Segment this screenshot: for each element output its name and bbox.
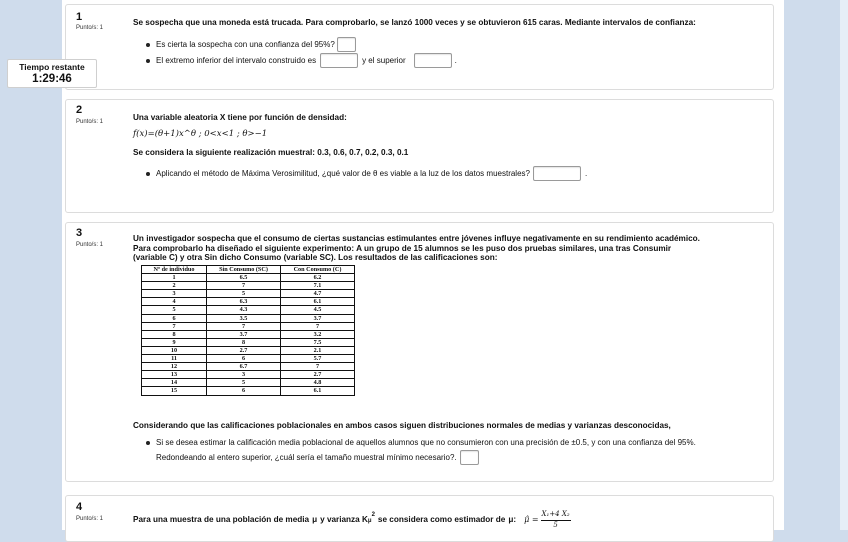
table-cell: 7 [207, 282, 281, 290]
table-cell: 2.7 [207, 346, 281, 354]
table-cell: 8 [142, 330, 207, 338]
table-row [142, 322, 355, 330]
table-cell: 6.1 [281, 298, 355, 306]
mu-symbol: μ [508, 515, 514, 525]
bullet-text: El extremo inferior del intervalo construido es [156, 55, 317, 65]
table-cell: 2.7 [281, 371, 355, 379]
question-stem-line: Para comprobarlo ha diseñado el siguiente experimento: A un grupo de 15 alumnos se les puso dos pruebas similares, una tras Consumir [133, 243, 672, 253]
table-cell: 5 [207, 290, 281, 298]
table-row [142, 290, 355, 298]
column-header: Sin Consumo (SC) [207, 266, 281, 274]
table-cell: 3 [207, 371, 281, 379]
fraction-numerator: X₁+4 X₂ [541, 510, 571, 521]
table-row [142, 355, 355, 363]
superscript-2: 2 [371, 512, 375, 519]
table-row [142, 363, 355, 371]
table-cell: 11 [142, 355, 207, 363]
page-scrollbar[interactable] [840, 0, 848, 530]
table-cell: 4.5 [281, 306, 355, 314]
bullet-dot [146, 59, 150, 63]
table-cell: 6.2 [281, 274, 355, 282]
table-header-row [142, 266, 355, 274]
table-row [142, 371, 355, 379]
table-cell: 2.1 [281, 346, 355, 354]
question-stem-line: Un investigador sospecha que el consumo de ciertas sustancias estimulantes entre jóvenes influye negativamente en su rendimiento académico. [133, 234, 700, 243]
table-row [142, 379, 355, 387]
table-cell: 3.7 [281, 314, 355, 322]
estimator-lhs: μ̂ = [524, 515, 539, 525]
table-cell: 9 [142, 338, 207, 346]
question-points: Punto/s: 1 [76, 25, 104, 31]
table-cell: 6.5 [207, 274, 281, 282]
bullet-text: . [584, 168, 588, 178]
lower-bound-input[interactable] [320, 53, 358, 68]
table-cell: 7.1 [281, 282, 355, 290]
density-formula: f(x)=(θ+1)x^θ ; 0<x<1 ; θ>−1 [133, 129, 268, 139]
table-cell: 5 [207, 379, 281, 387]
answer-input[interactable] [337, 37, 356, 52]
table-cell: 10 [142, 346, 207, 354]
question-points: Punto/s: 1 [76, 516, 104, 522]
question-stem [133, 510, 571, 530]
table-cell: 7 [281, 363, 355, 371]
question-number: 3 [76, 227, 83, 239]
bullet-dot [146, 441, 150, 445]
table-cell: 6 [207, 355, 281, 363]
stem-colon: : [513, 515, 517, 525]
table-cell: 3 [142, 290, 207, 298]
question-number: 1 [76, 11, 83, 23]
time-remaining-box [7, 59, 97, 88]
table-cell: 6.3 [207, 298, 281, 306]
question-card-2 [65, 99, 774, 213]
table-cell: 4 [142, 298, 207, 306]
table-cell: 6 [207, 387, 281, 395]
column-header: Nº de individuo [142, 266, 207, 274]
table-row [142, 387, 355, 395]
table-cell: 14 [142, 379, 207, 387]
time-remaining-label: Tiempo restante [19, 62, 85, 72]
fraction-denominator: 5 [553, 520, 558, 529]
question-stem-line: (variable C) y otra Sin dicho Consumo (variable SC). Los resultados de las calificaciones son: [133, 253, 498, 262]
question-card-4 [65, 495, 774, 542]
sample-text: Se considera la siguiente realización muestral: 0.3, 0.6, 0.7, 0.2, 0.3, 0.1 [133, 148, 409, 157]
table-cell: 4.8 [281, 379, 355, 387]
table-cell: 5.7 [281, 355, 355, 363]
question-bullet-continuation [156, 450, 479, 465]
table-cell: 3.7 [207, 330, 281, 338]
bullet-text: Aplicando el método de Máxima Verosimilitud, ¿qué valor de θ es viable a la luz de los datos muestrales? [156, 168, 530, 178]
table-cell: 12 [142, 363, 207, 371]
assumption-text: Considerando que las calificaciones poblacionales en ambos casos siguen distribuciones normales de medias y varianzas desconocidas, [133, 421, 671, 430]
upper-bound-input[interactable] [414, 53, 452, 68]
bullet-text: y el superior [362, 55, 406, 65]
table-cell: 8 [207, 338, 281, 346]
table-cell: 3.2 [281, 330, 355, 338]
bullet-dot [146, 172, 150, 176]
table-cell: 4.7 [281, 290, 355, 298]
stem-text: se considera como estimador de [377, 515, 506, 525]
table-row [142, 282, 355, 290]
question-card-3 [65, 222, 774, 482]
bullet-dot [146, 43, 150, 47]
table-cell: 5 [142, 306, 207, 314]
table-row [142, 338, 355, 346]
table-cell: 3.5 [207, 314, 281, 322]
table-cell: 15 [142, 387, 207, 395]
question-bullet [146, 166, 587, 181]
table-row [142, 298, 355, 306]
question-bullet [146, 437, 696, 448]
table-cell: 7 [142, 322, 207, 330]
column-header: Con Consumo (C) [281, 266, 355, 274]
bullet-text: Redondeando al entero superior, ¿cuál sería el tamaño muestral mínimo necesario?. [156, 452, 457, 462]
question-stem: Se sospecha que una moneda está trucada. Para comprobarlo, se lanzó 1000 veces y se obtuvieron 615 caras. Mediante intervalos de confianza: [133, 18, 696, 27]
table-cell: 13 [142, 371, 207, 379]
table-cell: 4.3 [207, 306, 281, 314]
question-bullet [146, 53, 457, 68]
bullet-text: . [454, 55, 457, 65]
table-cell: 6 [142, 314, 207, 322]
table-row [142, 274, 355, 282]
table-cell: 7.5 [281, 338, 355, 346]
table-cell: 2 [142, 282, 207, 290]
table-cell: 7 [281, 322, 355, 330]
question-number: 2 [76, 104, 83, 116]
time-remaining-value: 1:29:46 [32, 73, 72, 85]
question-card-1 [65, 4, 774, 90]
answer-input[interactable] [533, 166, 581, 181]
table-cell: 7 [207, 322, 281, 330]
stem-text: y varianza K [320, 515, 368, 525]
results-table [141, 265, 355, 396]
table-row [142, 314, 355, 322]
question-points: Punto/s: 1 [76, 242, 104, 248]
question-bullet [146, 37, 356, 52]
mu-symbol: μ [312, 515, 318, 525]
question-number: 4 [76, 501, 83, 513]
quiz-page [62, 0, 784, 530]
bullet-text: Si se desea estimar la calificación media poblacional de aquellos alumnos que no consumieron con una precisión de ±0.5, y con una confianza del 95%. [156, 438, 696, 447]
question-points: Punto/s: 1 [76, 119, 104, 125]
table-row [142, 330, 355, 338]
mu-subscript: μ [367, 518, 372, 525]
answer-input[interactable] [460, 450, 479, 465]
stem-text: Para una muestra de una población de media [133, 515, 310, 525]
table-cell: 6.7 [207, 363, 281, 371]
table-cell: 1 [142, 274, 207, 282]
table-row [142, 346, 355, 354]
question-stem: Una variable aleatoria X tiene por función de densidad: [133, 113, 347, 122]
bullet-text: Es cierta la sospecha con una confianza del 95%? [156, 39, 335, 49]
table-cell: 6.1 [281, 387, 355, 395]
table-row [142, 306, 355, 314]
estimator-fraction [541, 510, 571, 530]
